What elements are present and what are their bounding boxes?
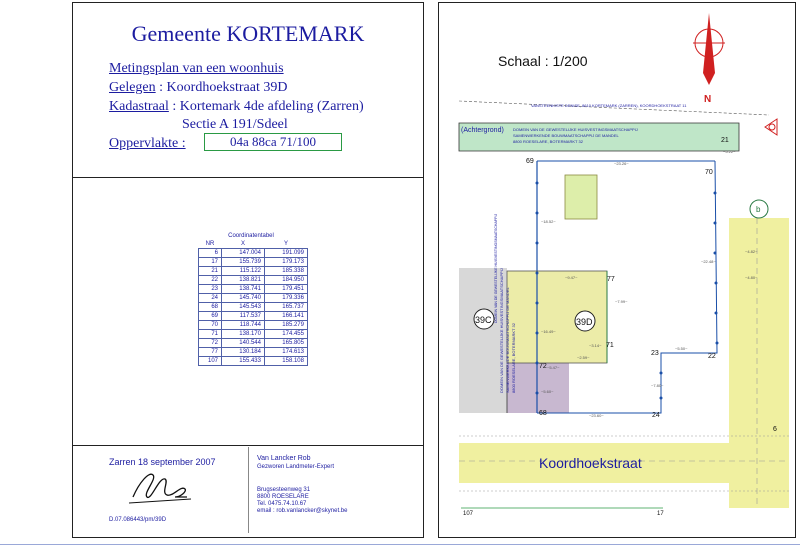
point-6: 6 — [773, 426, 777, 433]
location-label: Gelegen — [109, 80, 156, 95]
dimension-3: ~7.99~ — [615, 299, 628, 304]
point-21: 21 — [721, 137, 729, 144]
cell-y: 158.108 — [265, 357, 308, 366]
cell-nr: 69 — [199, 312, 222, 321]
achtergrond-label: (Achtergrond) — [461, 127, 504, 134]
title-block — [72, 2, 424, 538]
point-107: 107 — [463, 511, 474, 517]
point-22: 22 — [708, 353, 716, 360]
domain-top-line1: DOMEIN VAN DE GEWESTELIJKE HUISVESTINGSMAATSCHAPPIJ — [513, 127, 638, 132]
cell-nr: 68 — [199, 303, 222, 312]
cell-nr: 72 — [199, 339, 222, 348]
dimension-13: ~4.82~ — [745, 249, 758, 254]
location-line — [109, 80, 287, 96]
domain-left-line3: 8800 ROESELARE, BOTERMARKT 32 — [511, 323, 516, 393]
point-69: 69 — [526, 158, 534, 165]
cell-y: 179.451 — [265, 285, 308, 294]
table-row — [199, 276, 308, 285]
header-y: Y — [283, 241, 288, 247]
dimension-12: ~5.60~ — [541, 389, 554, 394]
site-plan — [438, 2, 796, 538]
domain-left-line2: SAMENWERKENDE BOUWMAATSCHAPPIJ DE MANDEL — [505, 287, 510, 393]
cell-nr: 24 — [199, 294, 222, 303]
tree-b-label: b — [756, 205, 761, 214]
neighbour-top-label: VANSTEENKISTE DENISE, 8610 KORTEMARK (ZARREN), KOORDHOEKSTRAAT 11 — [531, 103, 687, 108]
point-23: 23 — [651, 350, 659, 357]
house-39d-label: 39D — [576, 317, 593, 327]
signature-section — [73, 445, 423, 537]
point-72: 72 — [539, 363, 547, 370]
cell-y: 185.338 — [265, 267, 308, 276]
domain-top-line3: 8800 ROESELARE, BOTERMARKT 32 — [513, 139, 583, 144]
cell-nr: 6 — [199, 249, 222, 258]
reference-number: D.07.086443/pm/39D — [109, 517, 167, 523]
cell-y: 174.613 — [265, 348, 308, 357]
cell-x: 155.739 — [222, 258, 265, 267]
coord-table-caption: Coordinatentabel — [228, 233, 274, 239]
cell-nr: 23 — [199, 285, 222, 294]
surveyor-address-city: 8800 ROESELARE — [257, 494, 309, 500]
dimension-7: ~5.50~ — [675, 346, 688, 351]
cell-y: 174.455 — [265, 330, 308, 339]
reference-marker-dot — [769, 124, 775, 130]
point-70: 70 — [705, 169, 713, 176]
table-row — [199, 285, 308, 294]
cell-nr: 107 — [199, 357, 222, 366]
cadastre-label: Kadastraal — [109, 99, 169, 114]
driveway-area — [507, 363, 569, 413]
cell-x: 115.122 — [222, 267, 265, 276]
garden-shed — [565, 175, 597, 219]
cell-x: 145.740 — [222, 294, 265, 303]
header-nr: NR — [205, 241, 215, 247]
dimension-11: ~7.80~ — [651, 383, 664, 388]
cell-y: 184.950 — [265, 276, 308, 285]
table-row — [199, 339, 308, 348]
cell-y: 166.141 — [265, 312, 308, 321]
cell-y: 179.336 — [265, 294, 308, 303]
cell-y: 165.805 — [265, 339, 308, 348]
cadastre-value: : Kortemark 4de afdeling (Zarren) — [168, 99, 364, 114]
dimension-15: ~2.59~ — [577, 355, 590, 360]
cell-x: 138.741 — [222, 285, 265, 294]
dimension-16: ~5.22~ — [723, 149, 736, 154]
point-77: 77 — [607, 276, 615, 283]
dimension-4: ~16.49~ — [541, 329, 556, 334]
point-68: 68 — [539, 410, 547, 417]
domain-top-line2: SAMENWERKENDE BOUWMAATSCHAPPIJ DE MANDEL — [513, 133, 619, 138]
point-17: 17 — [657, 511, 664, 517]
scale-label: Schaal : 1/200 — [498, 53, 588, 69]
cadastre-line — [109, 99, 364, 115]
cell-nr: 70 — [199, 321, 222, 330]
dimension-10: ~22.48~ — [701, 259, 716, 264]
dimension-1: ~23.26~ — [614, 161, 629, 166]
surveyor-name: Van Lancker Rob — [257, 455, 311, 462]
coordinate-section — [73, 177, 423, 446]
cell-nr: 21 — [199, 267, 222, 276]
surveyor-title: Gezworen Landmeter-Expert — [257, 464, 335, 470]
header-x: X — [240, 241, 245, 247]
dimension-2: ~9.47~ — [565, 275, 578, 280]
domain-left2-block — [494, 214, 498, 323]
cell-x: 130.184 — [222, 348, 265, 357]
street-name: Koordhoekstraat — [539, 455, 642, 471]
cell-y: 165.737 — [265, 303, 308, 312]
table-row — [199, 312, 308, 321]
surveyor-address-street: Brugsesteenweg 31 — [257, 487, 311, 493]
table-row — [199, 330, 308, 339]
surveyor-phone: Tel. 0475.74.10.67 — [257, 501, 307, 507]
location-value: : Koordhoekstraat 39D — [155, 80, 288, 95]
table-row — [199, 267, 308, 276]
place-date: Zarren 18 september 2007 — [109, 457, 216, 467]
area-value: 04a 88ca 71/100 — [204, 133, 342, 151]
table-row — [199, 321, 308, 330]
cadastre-section: Sectie A 191/Sdeel — [182, 117, 288, 132]
domain-left2-line1: DOMEIN VAN DE GEWESTELIJKE HUISVESTINGSMAATSCHAPPIJ — [494, 213, 498, 323]
signature-divider — [248, 447, 249, 533]
dimension-14: ~4.80~ — [745, 275, 758, 280]
cell-x: 118.744 — [222, 321, 265, 330]
dimension-6: ~3.14~ — [589, 343, 602, 348]
coordinate-table — [198, 240, 308, 366]
dimension-9: ~18.52~ — [541, 219, 556, 224]
cell-x: 145.543 — [222, 303, 265, 312]
cell-nr: 71 — [199, 330, 222, 339]
surveyor-email: email : rob.vanlancker@skynet.be — [257, 508, 348, 514]
house-39c-label: 39C — [475, 315, 492, 325]
cell-x: 117.537 — [222, 312, 265, 321]
cell-y: 179.173 — [265, 258, 308, 267]
cell-y: 191.099 — [265, 249, 308, 258]
page-bottom-line — [0, 544, 800, 545]
municipality-title: Gemeente KORTEMARK — [131, 21, 365, 46]
cell-nr: 17 — [199, 258, 222, 267]
cell-nr: 22 — [199, 276, 222, 285]
table-row — [199, 348, 308, 357]
cell-x: 147.004 — [222, 249, 265, 258]
table-row — [199, 249, 308, 258]
title-section — [73, 3, 423, 178]
area-label: Oppervlakte : — [109, 136, 186, 151]
survey-description: Metingsplan van een woonhuis — [109, 61, 284, 76]
point-24: 24 — [652, 412, 660, 419]
cell-x: 138.821 — [222, 276, 265, 285]
cell-x: 140.544 — [222, 339, 265, 348]
table-row — [199, 303, 308, 312]
point-71: 71 — [606, 342, 614, 349]
domain-left-line1: DOMEIN VAN DE GEWESTELIJKE HUISVESTINGSMAATSCHAPPIJ — [499, 268, 504, 393]
signature-scribble — [125, 463, 195, 505]
coord-table-header — [199, 240, 308, 249]
table-row — [199, 294, 308, 303]
north-label: N — [704, 94, 712, 105]
cell-nr: 77 — [199, 348, 222, 357]
cell-x: 155.433 — [222, 357, 265, 366]
cell-x: 138.170 — [222, 330, 265, 339]
dimension-8: ~23.60~ — [589, 413, 604, 418]
dimension-5: ~5.47~ — [547, 365, 560, 370]
north-arrow — [693, 13, 725, 85]
table-row — [199, 258, 308, 267]
table-row — [199, 357, 308, 366]
cell-y: 185.279 — [265, 321, 308, 330]
